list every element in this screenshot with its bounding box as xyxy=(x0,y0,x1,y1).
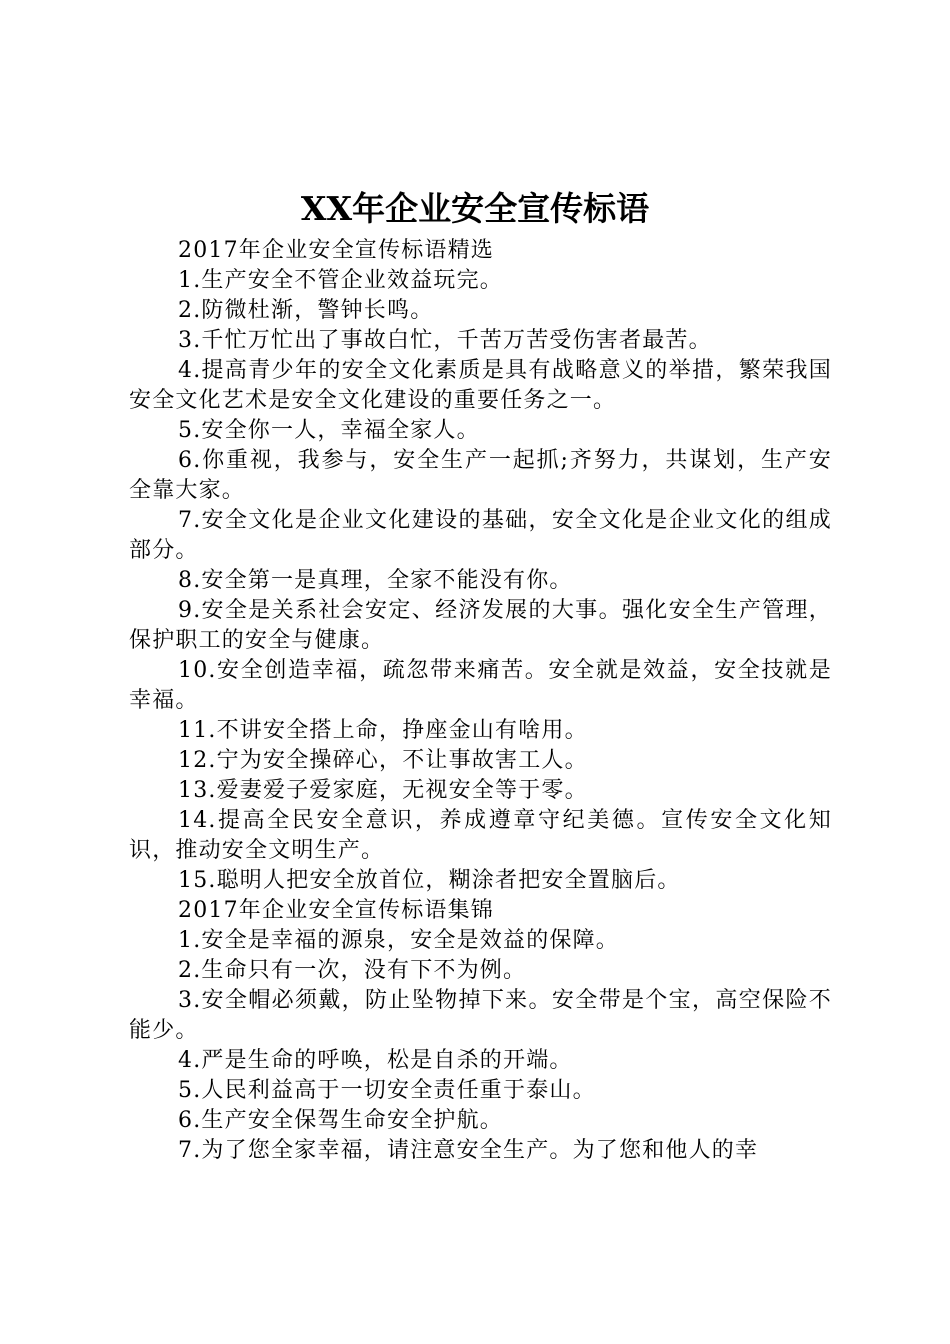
paragraph: 4.严是生命的呼唤，松是自杀的开端。 xyxy=(178,1048,573,1073)
document-title: XX年企业安全宣传标语 xyxy=(300,189,650,228)
paragraph: 7.为了您全家幸福，请注意安全生产。为了您和他人的幸 xyxy=(178,1138,759,1163)
paragraph: 5.人民利益高于一切安全责任重于泰山。 xyxy=(178,1078,596,1103)
paragraph: 3.安全帽必须戴，防止坠物掉下来。安全带是个宝，高空保险不能少。 xyxy=(129,988,832,1043)
paragraph: 2.生命只有一次，没有下不为例。 xyxy=(178,958,527,983)
paragraph: 15.聪明人把安全放首位，糊涂者把安全置脑后。 xyxy=(178,868,681,893)
paragraph: 8.安全第一是真理，全家不能没有你。 xyxy=(178,568,573,593)
paragraph: 14.提高全民安全意识，养成遵章守纪美德。宣传安全文化知识，推动安全文明生产。 xyxy=(129,808,832,863)
paragraph: 11.不讲安全搭上命，挣座金山有啥用。 xyxy=(178,718,588,743)
document-body xyxy=(129,236,832,1166)
paragraph: 10.安全创造幸福，疏忽带来痛苦。安全就是效益，安全技就是幸福。 xyxy=(129,658,832,713)
paragraph: 2017年企业安全宣传标语集锦 xyxy=(178,898,494,923)
paragraph: 1.生产安全不管企业效益玩完。 xyxy=(178,268,503,293)
paragraph: 9.安全是关系社会安定、经济发展的大事。强化安全生产管理，保护职工的安全与健康。 xyxy=(129,598,832,653)
paragraph: 4.提高青少年的安全文化素质是具有战略意义的举措，繁荣我国安全文化艺术是安全文化建设的重要任务之一。 xyxy=(129,358,832,413)
paragraph: 1.安全是幸福的源泉，安全是效益的保障。 xyxy=(178,928,619,953)
paragraph: 6.生产安全保驾生命安全护航。 xyxy=(178,1108,503,1133)
paragraph: 5.安全你一人，幸福全家人。 xyxy=(178,418,480,443)
paragraph: 2.防微杜渐，警钟长鸣。 xyxy=(178,298,434,323)
paragraph: 7.安全文化是企业文化建设的基础，安全文化是企业文化的组成部分。 xyxy=(129,508,832,563)
paragraph: 12.宁为安全操碎心，不让事故害工人。 xyxy=(178,748,588,773)
paragraph: 6.你重视，我参与，安全生产一起抓;齐努力，共谋划，生产安全靠大家。 xyxy=(129,448,832,503)
paragraph: 2017年企业安全宣传标语精选 xyxy=(178,238,494,263)
paragraph: 13.爱妻爱子爱家庭，无视安全等于零。 xyxy=(178,778,588,803)
paragraph: 3.千忙万忙出了事故白忙，千苦万苦受伤害者最苦。 xyxy=(178,328,712,353)
